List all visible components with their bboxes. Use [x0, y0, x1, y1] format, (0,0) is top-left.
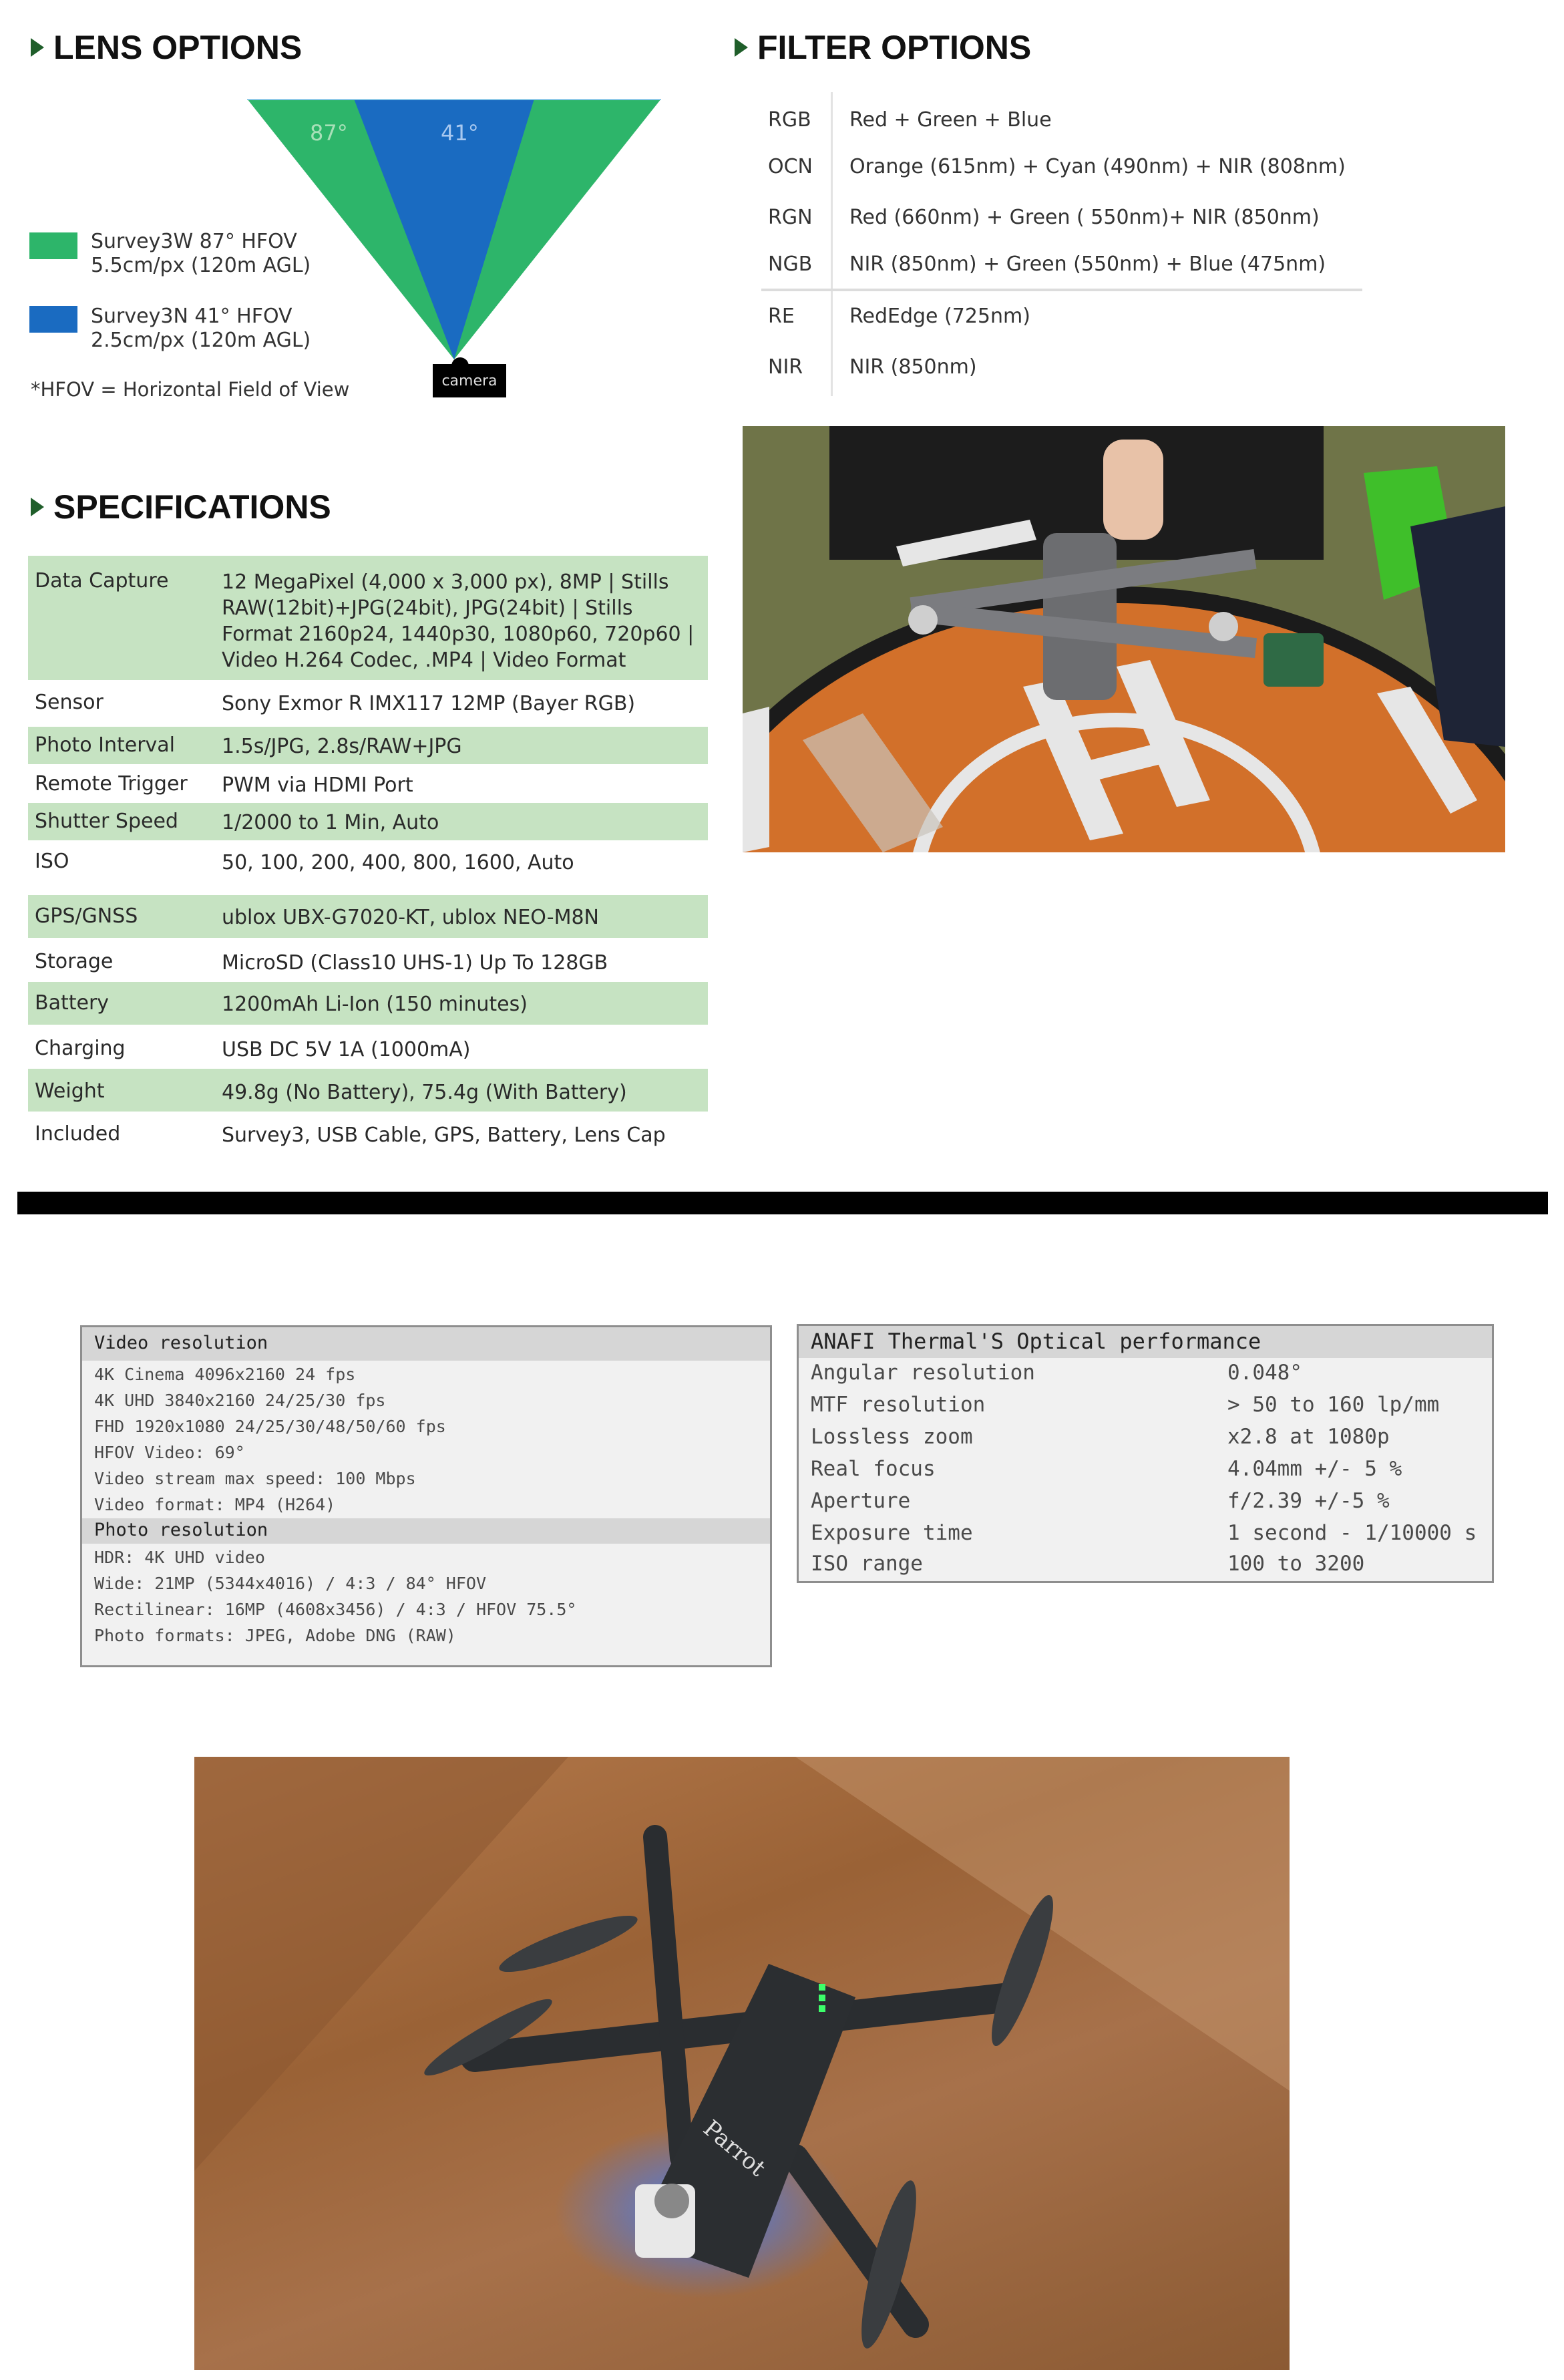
- filter-row: RE RedEdge (725nm): [768, 305, 1030, 328]
- narrow-angle-label: 41°: [441, 120, 479, 146]
- spec-row: ISO 50, 100, 200, 400, 800, 1600, Auto: [35, 850, 574, 874]
- wide-lens-swatch: [29, 232, 77, 259]
- filter-row: NIR NIR (850nm): [768, 355, 977, 379]
- photo-resolution-header: Photo resolution: [82, 1518, 770, 1544]
- svg-text:Parrot: Parrot: [698, 2115, 771, 2182]
- spec-row: Included Survey3, USB Cable, GPS, Battery, Lens Cap: [35, 1122, 666, 1147]
- video-resolution-header: Video resolution: [82, 1327, 770, 1361]
- triangle-bullet-icon: [31, 38, 44, 57]
- filter-row: OCN Orange (615nm) + Cyan (490nm) + NIR (808nm): [768, 155, 1346, 178]
- filter-row: RGB Red + Green + Blue: [768, 108, 1052, 132]
- lens-options-heading: LENS OPTIONS: [31, 28, 302, 67]
- filter-options-heading: FILTER OPTIONS: [735, 28, 1031, 67]
- section-divider: [17, 1192, 1548, 1214]
- specifications-heading: SPECIFICATIONS: [31, 488, 331, 526]
- spec-row: Sensor Sony Exmor R IMX117 12MP (Bayer RGB): [35, 691, 636, 715]
- wide-lens-legend: Survey3W 87° HFOV 5.5cm/px (120m AGL): [91, 230, 311, 277]
- spec-row: GPS/GNSS ublox UBX-G7020-KT, ublox NEO-M8N: [28, 895, 708, 938]
- filter-table-divider: [831, 92, 833, 396]
- spec-row: Storage MicroSD (Class10 UHS-1) Up To 128GB: [35, 950, 608, 975]
- triangle-bullet-icon: [31, 498, 44, 516]
- spec-row: Photo Interval 1.5s/JPG, 2.8s/RAW+JPG: [28, 727, 708, 764]
- hfov-footnote: *HFOV = Horizontal Field of View: [31, 378, 350, 401]
- triangle-bullet-icon: [735, 38, 748, 57]
- helipad-drone-photo: [743, 426, 1505, 852]
- filter-row: NGB NIR (850nm) + Green (550nm) + Blue (475nm): [768, 252, 1326, 276]
- optical-performance-table: ANAFI Thermal'S Optical performance Angular resolution 0.048° MTF resolution > 50 to 160 lp/mm Lossless zoom x2.8 at 1080p Real focus 4.04mm +/- 5 % Aperture f/2.39 +/-5 % Exposure time 1 second - 1/10000 s ISO range 100 to 3200: [797, 1324, 1494, 1583]
- camera-icon: camera: [433, 364, 506, 397]
- spec-row: Battery 1200mAh Li-Ion (150 minutes): [28, 982, 708, 1025]
- parrot-photo-illustration: [194, 1757, 1290, 2370]
- optical-performance-header: ANAFI Thermal'S Optical performance: [799, 1326, 1492, 1358]
- helipad-photo-illustration: [743, 426, 1505, 852]
- parrot-drone-photo: [194, 1757, 1290, 2370]
- narrow-lens-legend: Survey3N 41° HFOV 2.5cm/px (120m AGL): [91, 305, 311, 352]
- spec-row: Data Capture 12 MegaPixel (4,000 x 3,000 px), 8MP | Stills RAW(12bit)+JPG(24bit), JPG(24bit) | Stills Format 2160p24, 1440p30, 1080p60, 720p60 | Video H.264 Codec, .MP4 | Video Format: [28, 556, 708, 680]
- spec-row: Shutter Speed 1/2000 to 1 Min, Auto: [28, 803, 708, 840]
- spec-row: Charging USB DC 5V 1A (1000mA): [35, 1037, 471, 1061]
- video-photo-resolution-table: Video resolution 4K Cinema 4096x2160 24 fps 4K UHD 3840x2160 24/25/30 fps FHD 1920x1080 24/25/30/48/50/60 fps HFOV Video: 69° Video stream max speed: 100 Mbps Video format: MP4 (H264) Photo resolution HDR: 4K UHD video Wide: 21MP (5344x4016) / 4:3 / 84° HFOV Rectilinear: 16MP (4608x3456) / 4:3 / HFOV 75.5° Photo formats: JPEG, Adobe DNG (RAW): [80, 1325, 772, 1667]
- spec-row: Remote Trigger PWM via HDMI Port: [35, 772, 413, 797]
- filter-row: RGN Red (660nm) + Green ( 550nm)+ NIR (850nm): [768, 206, 1320, 229]
- filter-table-separator: [761, 289, 1362, 291]
- narrow-lens-swatch: [29, 306, 77, 333]
- wide-angle-label: 87°: [310, 120, 348, 146]
- spec-row: Weight 49.8g (No Battery), 75.4g (With Battery): [28, 1069, 708, 1112]
